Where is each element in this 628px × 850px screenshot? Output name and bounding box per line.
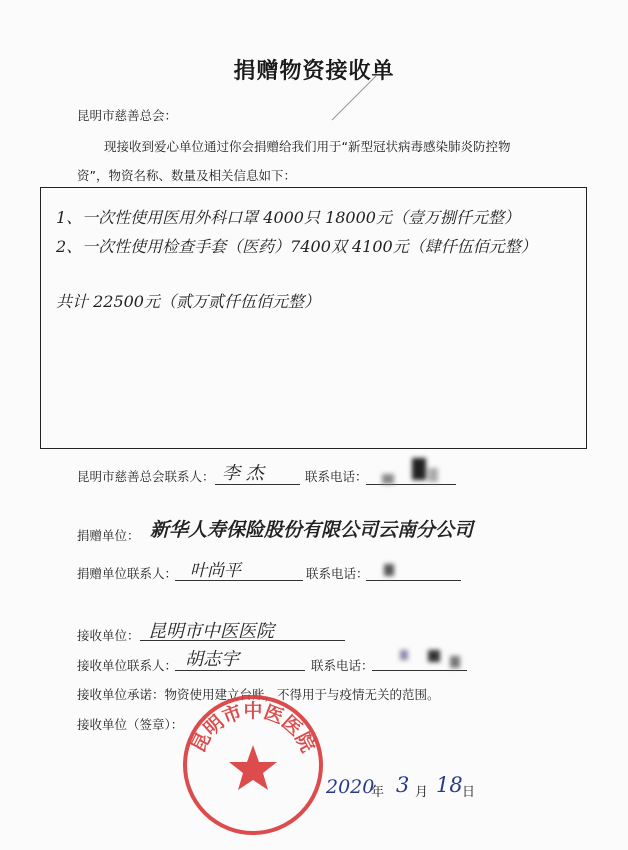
receiver-contact-underline xyxy=(175,670,305,671)
redacted-phone-1 xyxy=(372,456,452,486)
date-year-value: 2020 xyxy=(326,776,375,798)
donor-contact-value: 叶尚平 xyxy=(190,561,241,581)
receiver-underline xyxy=(140,640,345,641)
donor-label: 捐赠单位： xyxy=(77,528,140,543)
redacted-phone-3 xyxy=(390,648,470,672)
charity-contact-underline xyxy=(215,484,300,485)
pen-stroke-mark xyxy=(330,72,380,122)
intro-line-1: 现接收到爱心单位通过你会捐赠给我们用于“新型冠状病毒感染肺炎防控物 xyxy=(104,139,511,154)
receiver-value: 昆明市中医医院 xyxy=(148,621,274,642)
receiver-contact-value: 胡志宇 xyxy=(185,649,239,670)
total-line: 共计 22500元（贰万贰仟伍佰元整） xyxy=(56,292,320,311)
date-day-label: 日 xyxy=(462,785,476,800)
addressee: 昆明市慈善总会： xyxy=(77,108,178,123)
sign-label: 接收单位（签章）： xyxy=(77,717,184,732)
receiver-contact-label: 接收单位联系人： xyxy=(77,658,178,673)
donor-contact-label: 捐赠单位联系人： xyxy=(77,566,178,581)
seal-star-icon xyxy=(229,745,277,790)
date-day-value: 18 xyxy=(436,773,463,797)
item-line-2: 2、一次性使用检查手套（医药）7400双 4100元（肆仟伍佰元整） xyxy=(56,237,537,256)
seal-text: 昆明市中医医院 xyxy=(187,699,319,757)
receiver-label: 接收单位： xyxy=(77,628,140,643)
redacted-phone-2 xyxy=(372,560,412,582)
date-month-value: 3 xyxy=(396,773,410,797)
document-title: 捐赠物资接收单 xyxy=(233,59,395,84)
date-month-label: 月 xyxy=(415,785,429,800)
intro-line-2: 资”，物资名称、数量及相关信息如下： xyxy=(77,168,296,183)
charity-contact-label: 昆明市慈善总会联系人： xyxy=(77,469,215,484)
donor-value: 新华人寿保险股份有限公司云南分公司 xyxy=(150,519,474,541)
hospital-seal-stamp xyxy=(178,690,328,840)
charity-contact-value: 李 杰 xyxy=(222,463,264,484)
phone-label-1: 联系电话： xyxy=(305,469,368,484)
phone-label-3: 联系电话： xyxy=(311,658,374,673)
date-year-label: 年 xyxy=(371,785,385,800)
commitment-text: 接收单位承诺：物资使用建立台账，不得用于与疫情无关的范围。 xyxy=(77,687,440,702)
donor-contact-underline xyxy=(175,580,303,581)
phone-label-2: 联系电话： xyxy=(306,566,369,581)
item-line-1: 1、一次性使用医用外科口罩 4000只 18000元（壹万捌仟元整） xyxy=(56,208,520,227)
